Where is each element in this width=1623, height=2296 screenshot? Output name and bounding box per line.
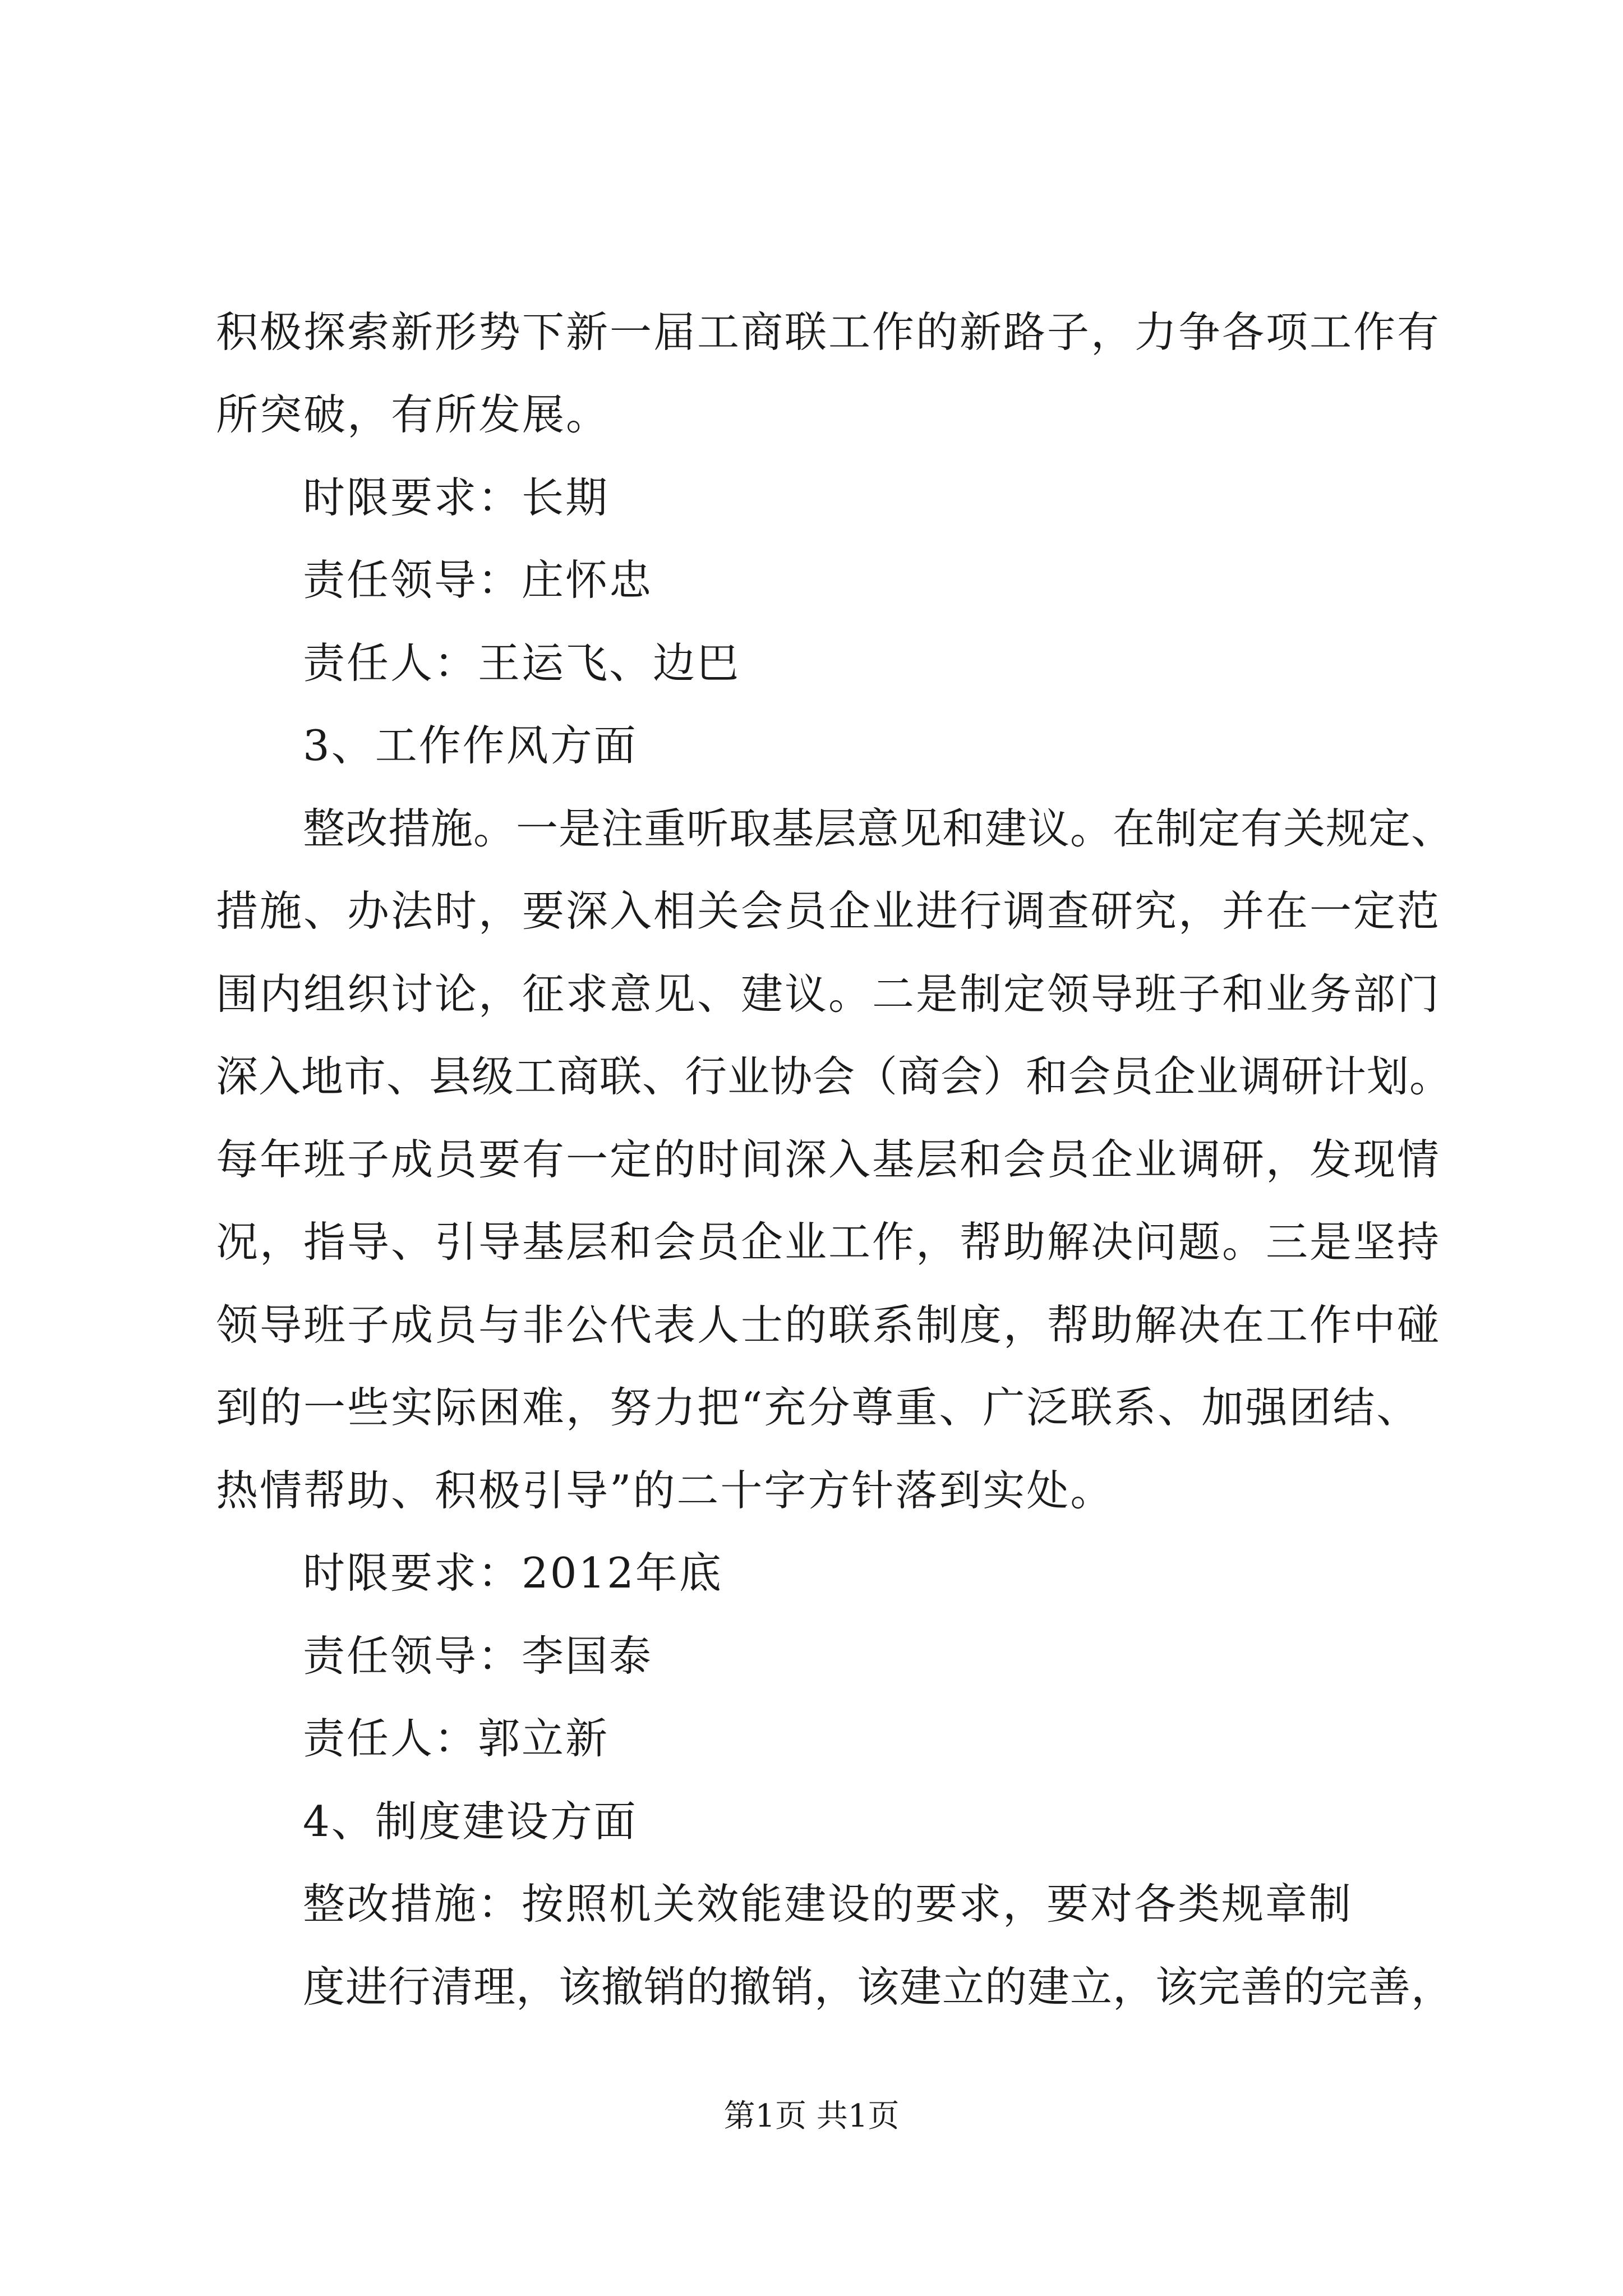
body-text-line: 领导班子成员与非公代表人士的联系制度，帮助解决在工作中碰 bbox=[216, 1300, 1441, 1350]
body-text-line: 到的一些实际困难，努力把“充分尊重、广泛联系、加强团结、 bbox=[216, 1383, 1421, 1432]
body-text-line: 积极探索新形势下新一届工商联工作的新路子，力争各项工作有 bbox=[216, 307, 1441, 357]
deadline-line: 时限要求：2012年底 bbox=[303, 1548, 723, 1598]
section-heading: 3、工作作风方面 bbox=[303, 721, 638, 770]
body-text-line: 每年班子成员要有一定的时间深入基层和会员企业调研，发现情 bbox=[216, 1135, 1441, 1184]
body-text-line: 热情帮助、积极引导”的二十字方针落到实处。 bbox=[216, 1466, 1114, 1515]
body-text-line: 所突破，有所发展。 bbox=[216, 390, 610, 439]
responsible-leader-line: 责任领导：庄怀忠 bbox=[303, 555, 653, 605]
body-text-line: 措施、办法时，要深入相关会员企业进行调查研究，并在一定范 bbox=[216, 886, 1441, 936]
body-text-line: 深入地市、县级工商联、行业协会（商会）和会员企业调研计划。 bbox=[216, 1052, 1453, 1101]
section-heading: 4、制度建设方面 bbox=[303, 1797, 638, 1846]
responsible-person-line: 责任人：郭立新 bbox=[303, 1714, 610, 1763]
body-text-line: 围内组织讨论，征求意见、建议。二是制定领导班子和业务部门 bbox=[216, 969, 1441, 1019]
responsible-person-line: 责任人：王运飞、边巴 bbox=[303, 638, 741, 688]
page-number-footer: 第1页 共1页 bbox=[723, 2098, 900, 2134]
responsible-leader-line: 责任领导：李国泰 bbox=[303, 1631, 653, 1681]
body-text-line: 整改措施：按照机关效能建设的要求，要对各类规章制 bbox=[303, 1879, 1353, 1929]
deadline-line: 时限要求：长期 bbox=[303, 473, 610, 522]
body-text-line: 度进行清理，该撤销的撤销，该建立的建立，该完善的完善， bbox=[303, 1962, 1454, 2012]
body-text-line: 况，指导、引导基层和会员企业工作，帮助解决问题。三是坚持 bbox=[216, 1217, 1441, 1267]
body-text-line: 整改措施。一是注重听取基层意见和建议。在制定有关规定、 bbox=[303, 804, 1454, 853]
